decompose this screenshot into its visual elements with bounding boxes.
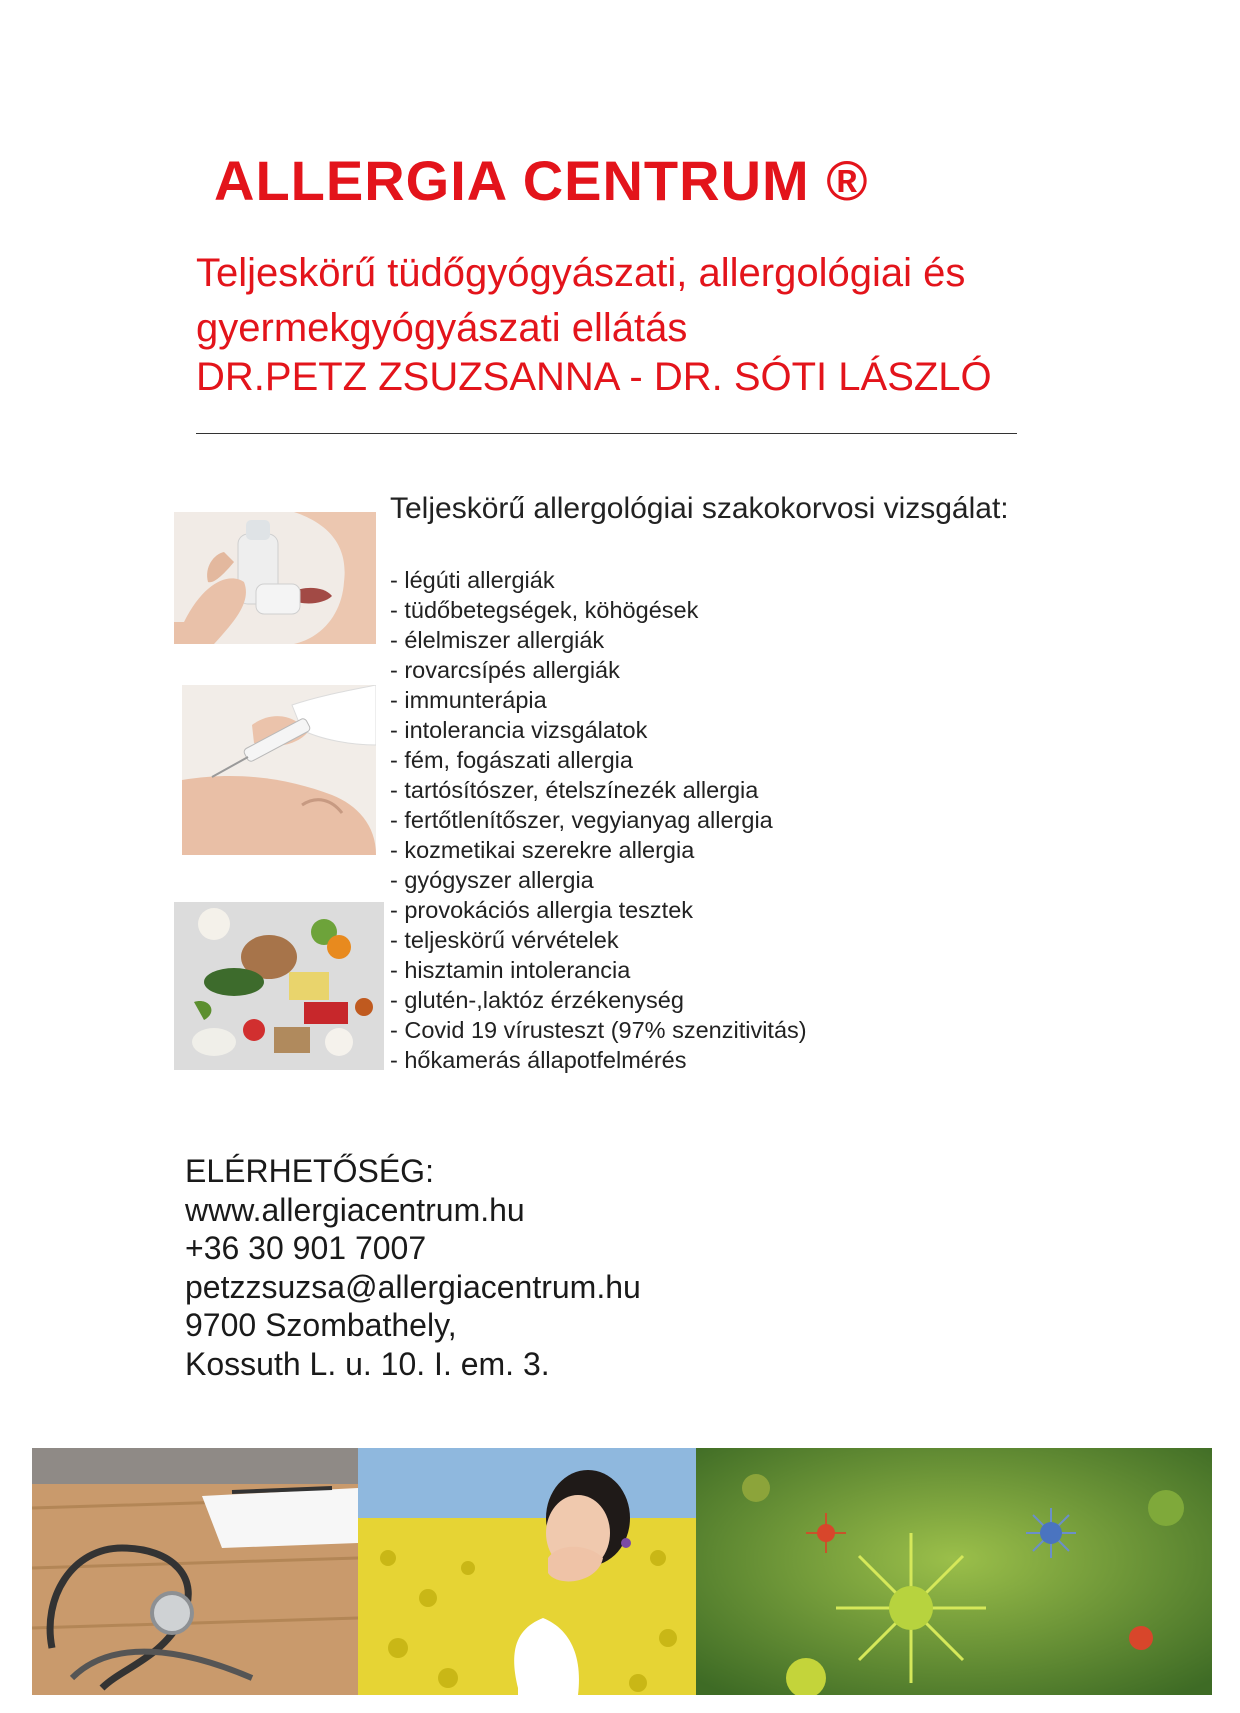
list-item: - tüdőbetegségek, köhögések: [390, 597, 699, 623]
list-item: - immunterápia: [390, 687, 547, 713]
list-item: - légúti allergiák: [390, 567, 555, 593]
phone-number[interactable]: +36 30 901 7007: [185, 1230, 427, 1266]
page-subtitle: Teljeskörű tüdőgyógyászati, allergológiai és gyermekgyógyászati ellátás: [196, 251, 966, 350]
services-heading: Teljeskörű allergológiai szakokorvosi vizsgálat:: [390, 492, 1009, 525]
list-item: - fém, fogászati allergia: [390, 747, 633, 773]
list-item: - intolerancia vizsgálatok: [390, 717, 648, 743]
brand-title: ALLERGIA CENTRUM ®: [214, 149, 869, 212]
bottom-banner: [32, 1448, 1212, 1695]
contact-label: ELÉRHETŐSÉG:: [185, 1153, 434, 1189]
address-city: 9700 Szombathely,: [185, 1307, 457, 1343]
food-photo: [174, 902, 384, 1070]
stethoscope-photo: [32, 1448, 358, 1695]
services-list: [390, 565, 807, 1075]
injection-photo: [182, 685, 376, 855]
list-item: - Covid 19 vírusteszt (97% szenzitivitás): [390, 1017, 807, 1043]
list-item: - fertőtlenítőszer, vegyianyag allergia: [390, 807, 773, 833]
list-item: - élelmiszer allergiák: [390, 627, 605, 653]
list-item: - hőkamerás állapotfelmérés: [390, 1047, 687, 1073]
doctors-names: DR.PETZ ZSUZSANNA - DR. SÓTI LÁSZLÓ: [196, 355, 992, 399]
list-item: - hisztamin intolerancia: [390, 957, 631, 983]
list-item: - tartósítószer, ételszínezék allergia: [390, 777, 759, 803]
pollen-illustration: [696, 1448, 1212, 1695]
list-item: - gyógyszer allergia: [390, 867, 594, 893]
contact-block: [185, 1152, 641, 1383]
inhaler-photo: [174, 512, 376, 644]
list-item: - glutén-,laktóz érzékenység: [390, 987, 684, 1013]
website-link[interactable]: www.allergiacentrum.hu: [185, 1191, 525, 1228]
sneezing-woman-photo: [358, 1448, 696, 1695]
email-link[interactable]: petzzsuzsa@allergiacentrum.hu: [185, 1268, 641, 1305]
address-street: Kossuth L. u. 10. I. em. 3.: [185, 1345, 550, 1382]
list-item: - provokációs allergia tesztek: [390, 897, 694, 923]
divider: [196, 433, 1017, 434]
list-item: - rovarcsípés allergiák: [390, 657, 620, 683]
list-item: - kozmetikai szerekre allergia: [390, 837, 695, 863]
list-item: - teljeskörű vérvételek: [390, 927, 619, 953]
